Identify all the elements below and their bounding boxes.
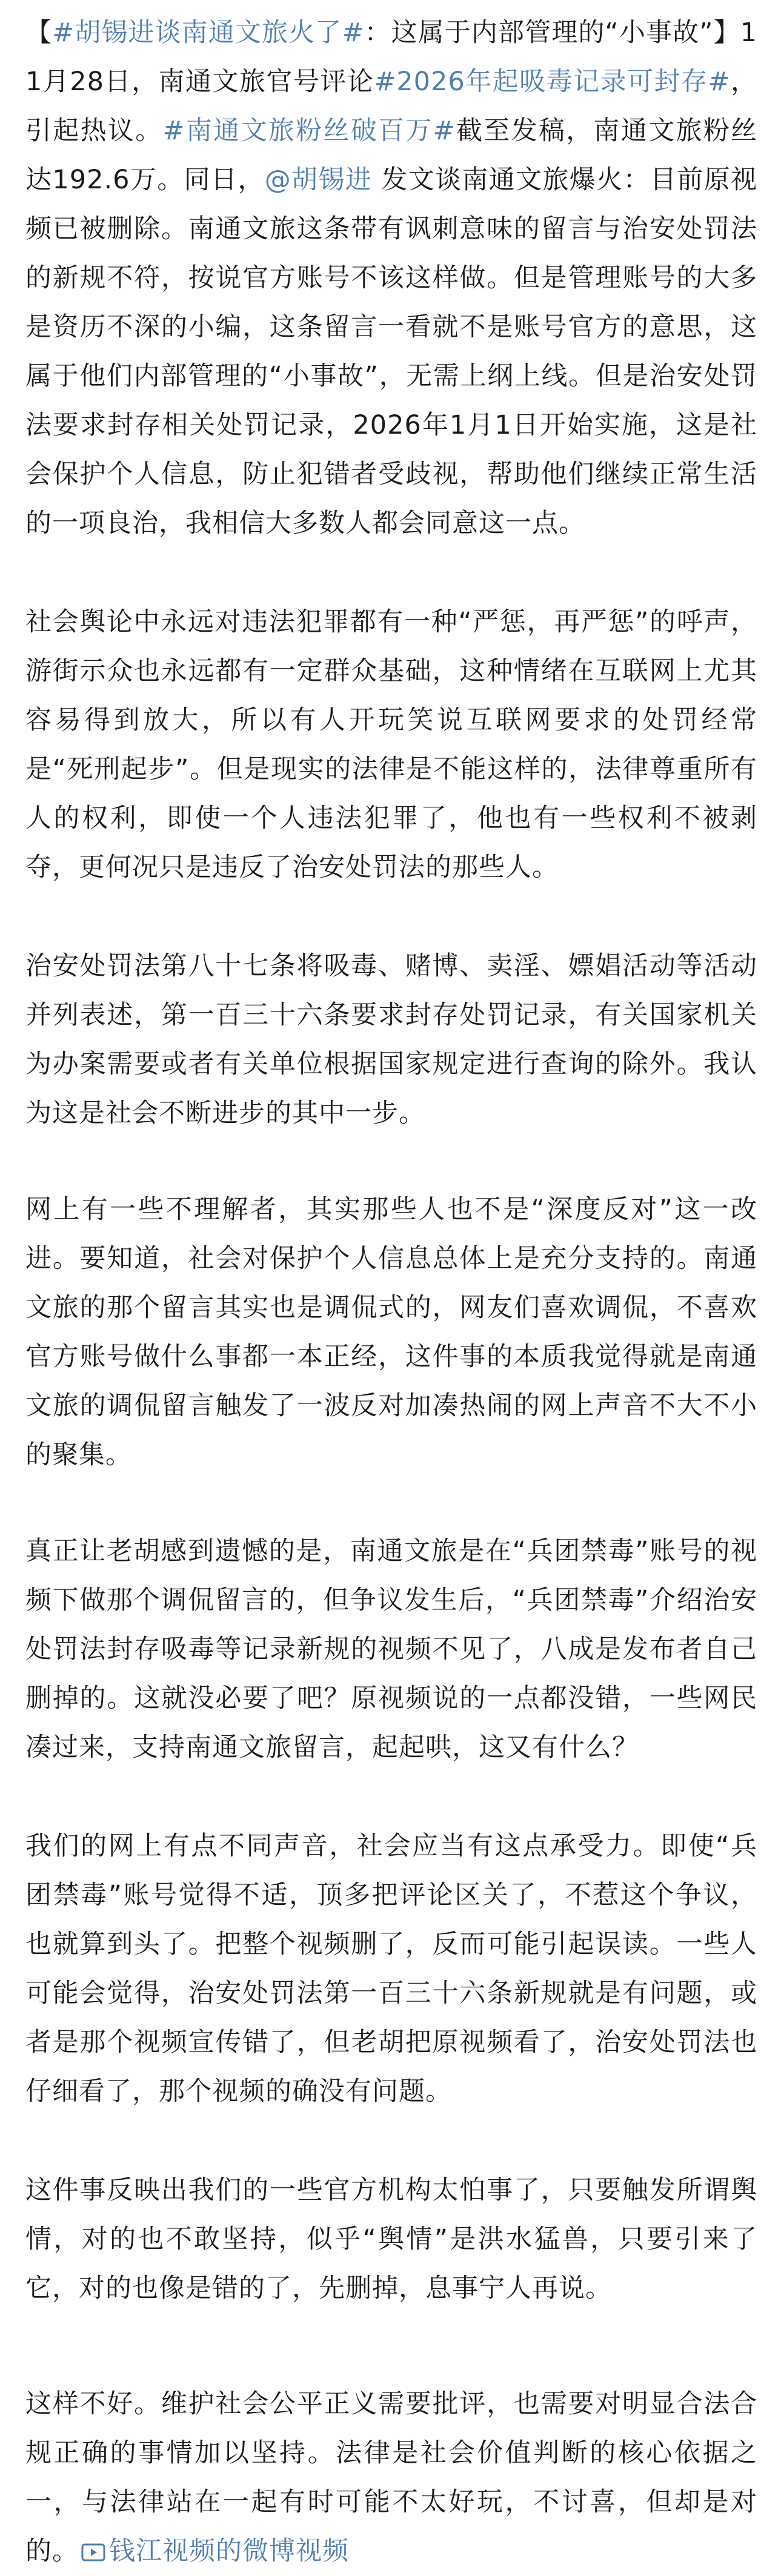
post-paragraph-5: 真正让老胡感到遗憾的是，南通文旅是在“兵团禁毒”账号的视频下做那个调侃留言的，但争议发生后，“兵团禁毒”介绍治安处罚法封存吸毒等记录新规的视频不见了，八成是发布者自己删掉的。这就没必要了吧？原视频说的一点都没错，一些网民凑过来，支持南通文旅留言，起起哄，这又有什么？ bbox=[25, 1536, 757, 1763]
post-paragraph-2: 社会舆论中永远对违法犯罪都有一种“严惩，再严惩”的呼声，游街示众也永远都有一定群众基础，这种情绪在互联网上尤其容易得到放大，所以有人开玩笑说互联网要求的处罚经常是“死刑起步”。但是现实的法律是不能这样的，法律尊重所有人的权利，即使一个人违法犯罪了，他也有一些权利不被剥夺，更何况只是违反了治安处罚法的那些人。 bbox=[25, 607, 757, 882]
paragraph-spacer bbox=[25, 892, 757, 942]
post-paragraph-3: 治安处罚法第八十七条将吸毒、赌博、卖淫、嫖娼活动等活动并列表述，第一百三十六条要求封存处罚记录，有关国家机关为办案需要或者有关单位根据国家规定进行查询的除外。我认为这是社会不断进步的其中一步。 bbox=[25, 951, 757, 1128]
video-link[interactable] bbox=[79, 2536, 349, 2566]
paragraph-spacer bbox=[25, 2116, 757, 2166]
paragraph-spacer bbox=[25, 548, 757, 598]
paragraph-text: ，引起热议。 bbox=[25, 67, 757, 146]
paragraph-spacer bbox=[25, 2313, 757, 2380]
video-play-icon bbox=[81, 2543, 105, 2562]
post-paragraph-7: 这件事反映出我们的一些官方机构太怕事了，只要触发所谓舆情，对的也不敢坚持，似乎“舆情”是洪水猛兽，只要引来了它，对的也像是错的了，先删掉，息事宁人再说。 bbox=[25, 2175, 757, 2303]
paragraph-text: 发文谈南通文旅爆火：目前原视频已被删除。南通文旅这条带有讽刺意味的留言与治安处罚法的新规不符，按说官方账号不该这样做。但是管理账号的大多是资历不深的小编，这条留言一看就不是账号官方的意思，这属于他们内部管理的“小事故”，无需上纲上线。但是治安处罚法要求封存相关处罚记录，2026年1月1日开始实施，这是社会保护个人信息，防止犯错者受歧视，帮助他们继续正常生活的一项良治，我相信大多数人都会同意这一点。 bbox=[25, 165, 758, 538]
video-link-label: 钱江视频的微博视频 bbox=[109, 2536, 349, 2566]
topic-link-fans-million[interactable]: #南通文旅粉丝破百万# bbox=[162, 116, 456, 146]
open-bracket: 【 bbox=[25, 18, 53, 48]
paragraph-spacer bbox=[25, 1138, 757, 1185]
mention-link-hu-xijin[interactable]: @胡锡进 bbox=[264, 165, 373, 195]
post-paragraph-6: 我们的网上有点不同声音，社会应当有这点承受力。即使“兵团禁毒”账号觉得不适，顶多把评论区关了，不惹这个争议，也就算到头了。把整个视频删了，反而可能引起误读。一些人可能会觉得，治安处罚法第一百三十六条新规就是有问题，或者是那个视频宣传错了，但老胡把原视频看了，治安处罚法也仔细看了，那个视频的确没有问题。 bbox=[25, 1831, 757, 2107]
post-paragraph-1 bbox=[25, 8, 757, 548]
post-paragraph-8 bbox=[25, 2380, 757, 2576]
post-paragraph-4: 网上有一些不理解者，其实那些人也不是“深度反对”这一改进。要知道，社会对保护个人信息总体上是充分支持的。南通文旅的那个留言其实也是调侃式的，网友们喜欢调侃，不喜欢官方账号做什么事都一本正经，这件事的本质我觉得就是南通文旅的调侃留言触发了一波反对加凑热闹的网上声音不大不小的聚集。 bbox=[25, 1194, 757, 1470]
topic-link-drug-record-sealing[interactable]: #2026年起吸毒记录可封存# bbox=[374, 67, 731, 97]
paragraph-spacer bbox=[25, 1480, 757, 1527]
paragraph-text: ：这属于内部管理的“小事故”】11月28日，南通文旅官号评论 bbox=[25, 18, 757, 97]
paragraph-spacer bbox=[25, 1772, 757, 1822]
paragraph-text: 截至发稿，南通文旅粉丝达192.6万。同日， bbox=[25, 116, 758, 195]
paragraph-text: 这样不好。维护社会公平正义需要批评，也需要对明显合法合规正确的事情加以坚持。法律是社会价值判断的核心依据之一，与法律站在一起有时可能不太好玩，不讨喜，但却是对的。 bbox=[25, 2389, 757, 2566]
topic-link-hu-xijin[interactable]: #胡锡进谈南通文旅火了# bbox=[52, 18, 365, 48]
